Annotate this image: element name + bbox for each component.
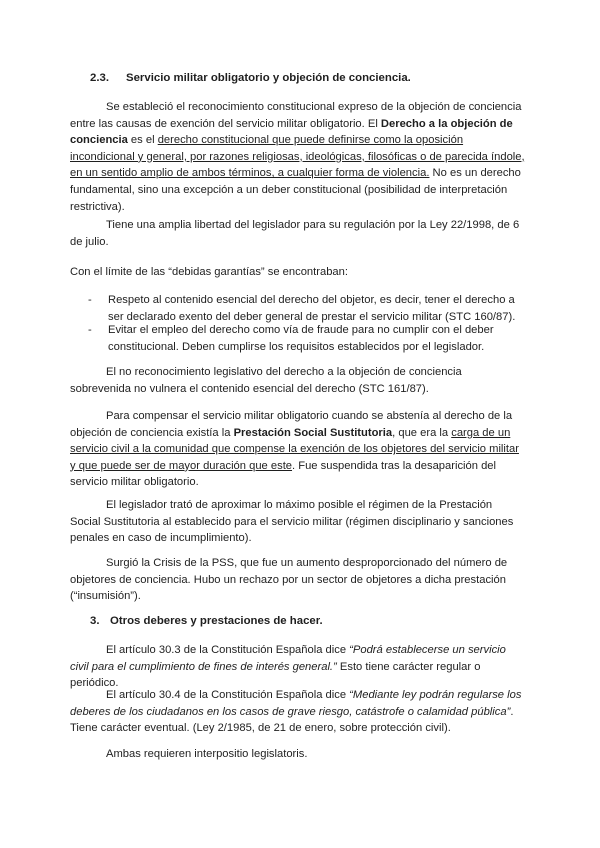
p5-text-c: , que era la xyxy=(392,426,452,439)
list-dash: - xyxy=(88,324,92,336)
paragraph-ley xyxy=(70,217,525,250)
p5-bold-term: Prestación Social Sustitutoria xyxy=(233,426,393,439)
paragraph-crisis xyxy=(70,555,525,605)
list-item-text: Evitar el empleo del derecho como vía de fraude para no cumplir con el deber constitucional. Deben cumplirse los requisitos establecidos por el legislador. xyxy=(108,324,494,353)
paragraph-limite xyxy=(70,264,525,281)
section-number: 2.3. xyxy=(90,72,109,84)
p9-text-c: . Tiene carácter eventual. (Ley 2/1985, de 21 de enero, sobre protección civil). xyxy=(70,705,514,735)
list-dash: - xyxy=(88,294,92,306)
p7-text: Surgió la Crisis de la PSS, que fue un aumento desproporcionado del número de objetores de conciencia. Hubo un rechazo por un sector de objetores a dicha prestación (“insumisión”). xyxy=(70,557,508,603)
p9-text-a: El artículo 30.4 de la Constitución Española dice xyxy=(106,689,350,701)
p4-text: El no reconocimiento legislativo del derecho a la objeción de conciencia sobrevenida no vulnera el contenido esencial del derecho (STC 161/87). xyxy=(70,366,462,395)
p5-text-a: Para compensar el servicio militar obligatorio cuando se abstenía al derecho de la objeción de conciencia existía la xyxy=(70,410,513,439)
p1-underlined-definition: derecho constitucional que puede definirse como la oposición incondicional y general, por razones religiosas, ideológicas, filosóficas o de parecida índole, en un sentido amplio de ambos términos, a cualquier forma de violencia. xyxy=(70,134,525,180)
p2-text: Tiene una amplia libertad del legislador para su regulación por la Ley 22/1998, de 6 de julio. xyxy=(70,219,520,248)
section-heading-3 xyxy=(90,613,323,630)
p6-text: El legislador trató de aproximar lo máximo posible el régimen de la Prestación Social Sustitutoria al establecido para el servicio militar (régimen disciplinario y sanciones penales en caso de incumplimiento). xyxy=(70,499,514,545)
paragraph-regimen xyxy=(70,497,525,547)
p1-text-a: Se estableció el reconocimiento constitucional expreso de la objeción de conciencia entre las causas de exención del servicio militar obligatorio. El xyxy=(70,101,522,130)
paragraph-art-30-4 xyxy=(70,687,525,737)
list-item-text: Respeto al contenido esencial del derecho del objetor, es decir, tener el derecho a ser declarado exento del deber general de prestar el servicio militar (STC 160/87). xyxy=(108,294,516,323)
p8-text-a: El artículo 30.3 de la Constitución Española dice xyxy=(106,644,350,656)
p8-italic-quote: “Podrá establecerse un servicio civil para el cumplimiento de fines de interés general.” xyxy=(70,644,506,673)
paragraph-ambas xyxy=(70,746,525,763)
p5-underlined-definition: carga de un servicio civil a la comunidad que compense la exención de los objetores del servicio militar y que puede ser de mayor duración que este xyxy=(70,426,519,472)
p1-bold-term: Derecho a la objeción de conciencia xyxy=(70,117,513,147)
p1-text-c: es el xyxy=(127,134,158,147)
paragraph-objecion xyxy=(70,99,525,215)
paragraph-sobrevenida xyxy=(70,364,525,397)
paragraph-pss xyxy=(70,408,525,491)
p9-italic-quote: “Mediante ley podrán regularse los deberes de los ciudadanos en los casos de grave riesgo, catástrofe o calamidad pública” xyxy=(70,689,522,718)
section-number: 3. xyxy=(90,615,100,627)
p1-text-e: No es un derecho fundamental, sino una excepción a un deber constitucional (posibilidad de interpretación restrictiva). xyxy=(70,167,521,213)
section-title: Servicio militar obligatorio y objeción de conciencia. xyxy=(126,72,411,84)
p5-text-e: . Fue suspendida tras la desaparición del servicio militar obligatorio. xyxy=(70,459,497,489)
section-title: Otros deberes y prestaciones de hacer. xyxy=(110,615,323,627)
paragraph-art-30-3 xyxy=(70,642,525,692)
p3-text: Con el límite de las “debidas garantías” se encontraban: xyxy=(70,266,348,278)
section-heading-2-3 xyxy=(90,70,411,87)
p10-text: Ambas requieren interpositio legislatoris. xyxy=(106,748,308,760)
p8-text-c: Esto tiene carácter regular o periódico. xyxy=(70,660,481,690)
